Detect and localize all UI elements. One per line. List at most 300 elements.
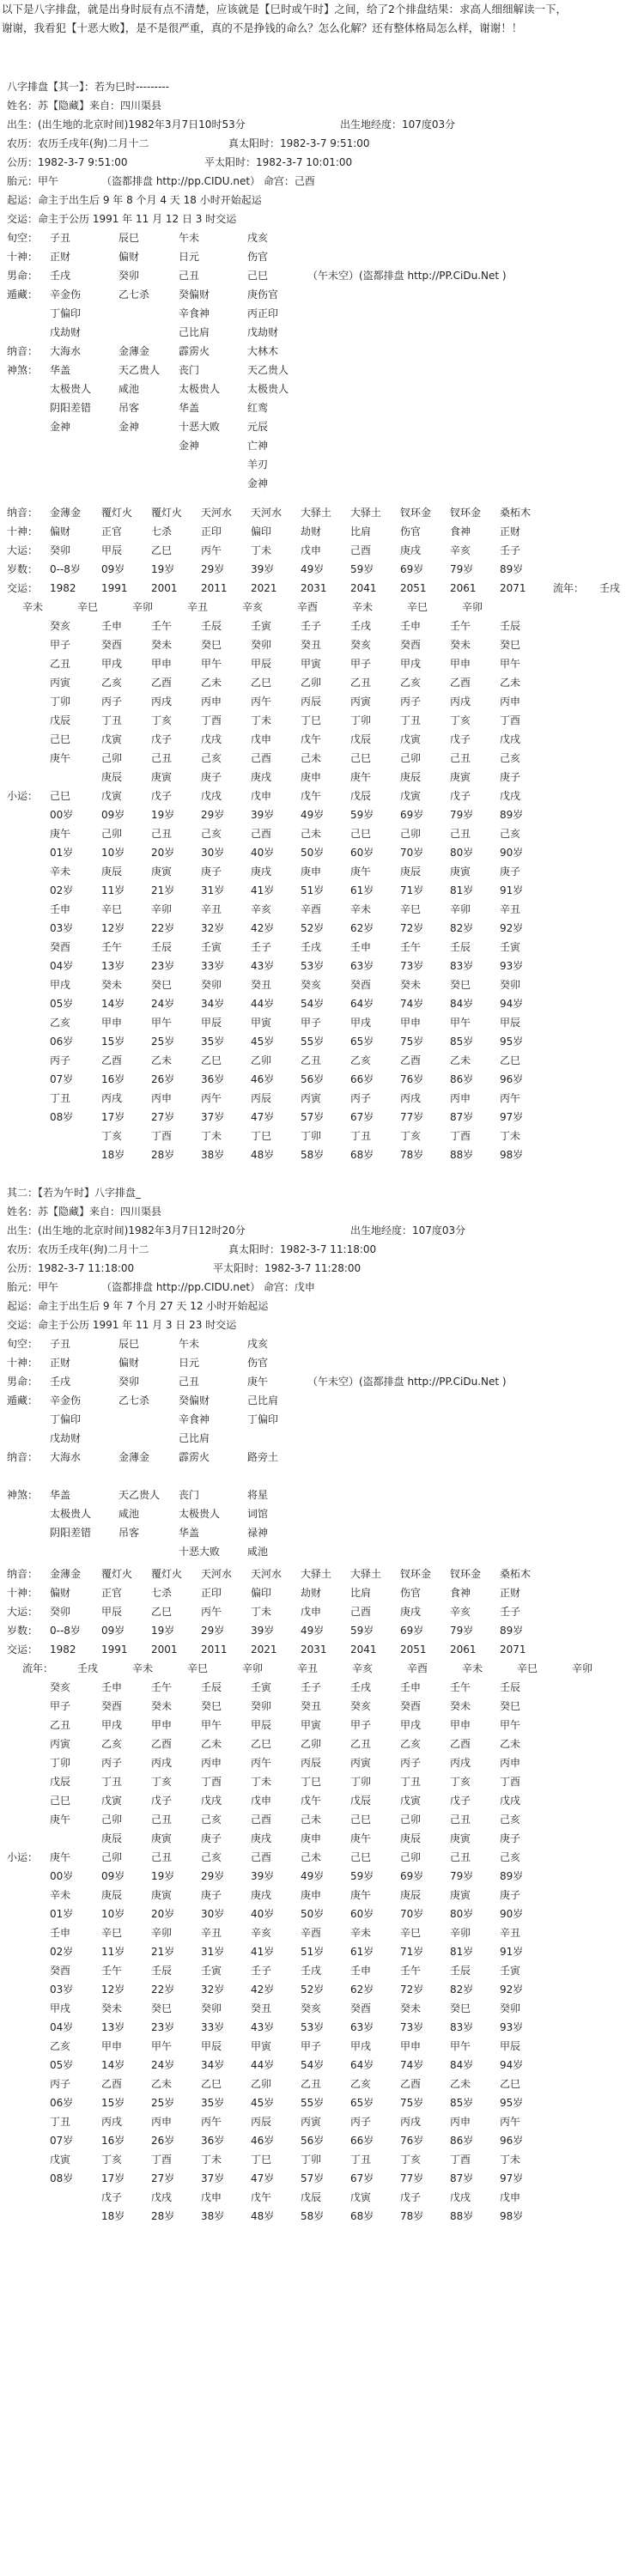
xiaoyun-cell: 庚子 [201,866,222,878]
liunian-row-cell: 乙丑 [50,658,71,670]
liunian-row-cell: 庚寅 [450,771,471,783]
liunian-row-cell: 丙午 [251,1757,272,1769]
liunian-row-cell: 戊戌 [500,1795,521,1807]
pillar-row-cell: 禄神 [247,1527,269,1539]
info-row [7,96,639,115]
xiaoyun-cell: 丁酉 [151,1130,173,1142]
pillar-row-cell: 元辰 [247,421,269,433]
xiaoyun-cell: 辛亥 [251,903,272,915]
xiaoyun-cell: 己卯 [400,828,422,840]
xiaoyun-cell: 34岁 [201,2059,225,2071]
pillar-row-cell: 太极贵人 [247,383,289,395]
intro-text [2,0,641,38]
xiaoyun-cell: 31岁 [201,884,225,896]
liunian-row-cell: 壬寅 [251,1681,272,1693]
xiaoyun-cell: 56岁 [301,2135,325,2147]
liunian-head-cell: 辛丑 [187,601,209,613]
liunian-row-cell: 庚辰 [101,771,123,783]
dayun-row-cell: 2031 [301,582,327,594]
liunian-row-cell: 戊子 [151,1795,173,1807]
liunian-row-cell: 己酉 [251,1814,272,1826]
dayun-row-cell: 丙午 [201,544,222,556]
liunian-row-cell: 壬戌 [350,620,372,632]
pillar-row [7,1448,639,1467]
liunian-row-cell: 戊午 [301,1795,322,1807]
pillar-row-cell: 伤官 [247,251,269,263]
dayun-row-cell: 89岁 [500,1625,524,1637]
xiaoyun-cell: 80岁 [450,1908,474,1920]
xiaoyun-cell: 戊子 [151,790,173,802]
xiaoyun-cell: 庚申 [301,1889,322,1901]
xiaoyun-cell: 癸酉 [50,1965,71,1977]
xiaoyun-cell: 87岁 [450,2172,474,2184]
liunian-row-cell: 甲戌 [101,1719,123,1731]
xiaoyun-cell: 乙巳 [201,1054,222,1066]
xiaoyun-cell: 33岁 [201,2021,225,2033]
liunian-row-cell: 庚戌 [251,1832,272,1844]
liunian-row [7,1772,639,1791]
xiaoyun-cell: 戊寅 [50,2154,71,2166]
dayun-row-cell: 大驿土 [301,1568,332,1580]
info-longitude: 出生地经度：107度03分 [350,1224,466,1236]
liunian-row-cell: 丁巳 [301,1776,322,1788]
liunian-row-cell: 己丑 [151,1814,173,1826]
xiaoyun-cell: 丁未 [500,1130,521,1142]
xiaoyun-row [7,938,639,957]
liunian-head-cell: 流年： [22,1662,54,1674]
xiaoyun-cell: 壬子 [251,1965,272,1977]
chart-one-liunian [7,617,639,787]
xiaoyun-cell: 癸丑 [251,979,272,991]
xiaoyun-cell: 81岁 [450,1946,474,1958]
pillar-row [7,304,639,323]
info-taiyuan: 胎元：甲午 [7,1281,59,1293]
xiaoyun-cell: 68岁 [350,2210,374,2222]
liunian-row-cell: 丙寅 [50,1738,71,1750]
xiaoyun-cell: 庚子 [500,866,521,878]
xiaoyun-cell: 丁未 [201,2154,222,2166]
liunian-row-cell: 戊申 [251,733,272,745]
liunian-row-cell: 甲寅 [301,658,322,670]
pillar-row-cell: 亡神 [247,440,269,452]
xiaoyun-cell: 辛巳 [101,1927,123,1939]
liunian-row-cell: 己卯 [400,1814,422,1826]
xiaoyun-cell: 12岁 [101,1984,125,1996]
pillar-row-cell: 己比肩 [247,1394,279,1406]
xiaoyun-row [7,787,639,805]
xiaoyun-cell: 壬寅 [201,941,222,953]
liunian-row-cell: 丁巳 [301,714,322,726]
pillar-row [7,1485,639,1504]
xiaoyun-cell: 03岁 [50,1984,74,1996]
chart-two-xiaoyun [7,1848,639,2226]
xiaoyun-cell: 94岁 [500,2059,524,2071]
dayun-row-cell: 比肩 [350,526,372,538]
xiaoyun-cell: 己巳 [50,790,71,802]
liunian-row [7,1735,639,1753]
xiaoyun-cell: 22岁 [151,922,175,934]
xiaoyun-row [7,862,639,881]
info-row [7,210,639,228]
xiaoyun-cell: 癸酉 [350,979,372,991]
liunian-row-cell: 丁卯 [350,714,372,726]
xiaoyun-cell: 丙申 [151,2116,173,2128]
xiaoyun-cell: 己丑 [151,1851,173,1863]
pillar-row-cell: 男命： [7,1376,39,1388]
liunian-row-cell: 癸未 [450,639,471,651]
chart-one-xiaoyun [7,787,639,1164]
liunian-row-cell: 乙亥 [400,677,422,689]
pillar-row-cell: 红鸾 [247,402,269,414]
xiaoyun-cell: 32岁 [201,922,225,934]
pillar-row-cell: 金神 [247,477,269,489]
liunian-row-cell: 庚申 [301,771,322,783]
xiaoyun-cell: 甲午 [151,1017,173,1029]
pillar-row-cell: 路旁土 [247,1451,279,1463]
dayun-row [7,522,639,541]
xiaoyun-cell: 己卯 [101,828,123,840]
xiaoyun-cell: 庚戌 [251,866,272,878]
liunian-row-cell: 己亥 [201,1814,222,1826]
dayun-row-cell: 09岁 [101,1625,125,1637]
xiaoyun-cell: 82岁 [450,1984,474,1996]
liunian-row-cell: 乙未 [500,1738,521,1750]
dayun-row-cell: 桑柘木 [500,1568,532,1580]
pillar-row [7,1372,639,1391]
pillar-row-cell: 癸卯 [118,270,140,282]
liunian-row-cell: 己丑 [151,752,173,764]
xiaoyun-cell: 57岁 [301,2172,325,2184]
xiaoyun-cell: 庚子 [500,1889,521,1901]
chart-two-liunian [7,1678,639,1848]
xiaoyun-cell: 戊戌 [201,790,222,802]
xiaoyun-cell: 庚辰 [101,1889,123,1901]
xiaoyun-cell: 98岁 [500,1149,524,1161]
xiaoyun-cell: 83岁 [450,960,474,972]
xiaoyun-cell: 63岁 [350,2021,374,2033]
xiaoyun-cell: 辛未 [50,1889,71,1901]
liunian-row-cell: 癸巳 [201,1700,222,1712]
xiaoyun-cell: 癸巳 [151,2002,173,2014]
xiaoyun-cell: 乙未 [450,1054,471,1066]
dayun-row-cell: 大驿土 [301,507,332,519]
xiaoyun-cell: 壬寅 [201,1965,222,1977]
xiaoyun-cell: 丁亥 [101,1130,123,1142]
dayun-row-cell: 2061 [450,582,477,594]
xiaoyun-cell: 39岁 [251,1870,275,1882]
liunian-row [7,1753,639,1772]
xiaoyun-cell: 壬子 [251,941,272,953]
xiaoyun-cell: 43岁 [251,2021,275,2033]
xiaoyun-cell: 丙子 [50,2078,71,2090]
xiaoyun-cell: 74岁 [400,998,424,1010]
dayun-row-cell: 39岁 [251,1625,275,1637]
pillar-row-cell: 戌亥 [247,232,269,244]
xiaoyun-cell: 54岁 [301,2059,325,2071]
xiaoyun-cell: 癸酉 [50,941,71,953]
info-flat-solar: 平太阳时：1982-3-7 10:01:00 [204,156,353,168]
xiaoyun-cell: 88岁 [450,1149,474,1161]
xiaoyun-cell: 丙午 [201,1092,222,1104]
pillar-row-cell: 阴阳差错 [50,402,92,414]
liunian-row-cell: 丁亥 [151,714,173,726]
dayun-row-cell: 2041 [350,582,377,594]
dayun-row [7,1640,639,1659]
xiaoyun-cell: 77岁 [400,1111,424,1123]
xiaoyun-cell: 壬申 [50,903,71,915]
pillar-row-cell: 咸池 [118,1508,140,1520]
dayun-row-cell: 正官 [101,526,123,538]
liunian-row-cell: 丙辰 [301,1757,322,1769]
dayun-row-cell: 1991 [101,582,128,594]
xiaoyun-cell: 46岁 [251,1073,275,1085]
xiaoyun-cell: 壬午 [101,1965,123,1977]
pillar-row-cell: 辰巳 [118,1338,140,1350]
pillar-row [7,1504,639,1523]
liunian-row [7,1791,639,1810]
xiaoyun-cell: 73岁 [400,960,424,972]
xiaoyun-cell: 44岁 [251,998,275,1010]
info-minggong: （盗都排盘 http://pp.CIDU.net） 命宫：己酉 [101,175,315,187]
pillar-row-cell: 华盖 [50,364,71,376]
pillar-row-cell: 庚午 [247,1376,269,1388]
xiaoyun-cell: 癸卯 [500,2002,521,2014]
liunian-row-cell: 戊申 [251,1795,272,1807]
pillar-row-cell: 午未 [179,1338,200,1350]
pillar-row-cell: 癸偏财 [179,1394,210,1406]
xiaoyun-cell: 戊申 [201,2191,222,2203]
xiaoyun-cell: 93岁 [500,960,524,972]
xiaoyun-cell: 乙丑 [301,2078,322,2090]
xiaoyun-cell: 02岁 [50,884,74,896]
xiaoyun-cell: 22岁 [151,1984,175,1996]
xiaoyun-row [7,1942,639,1961]
pillar-row-cell: 丙正印 [247,307,279,319]
pillar-row-cell: 己比肩 [179,1432,210,1444]
pillar-row-cell: 十神： [7,251,39,263]
xiaoyun-cell: 己丑 [450,1851,471,1863]
xiaoyun-cell: 75岁 [400,2097,424,2109]
pillar-row [7,247,639,266]
liunian-row-cell: 壬辰 [201,620,222,632]
xiaoyun-cell: 44岁 [251,2059,275,2071]
liunian-row-cell: 己亥 [500,1814,521,1826]
liunian-row [7,730,639,749]
pillar-row-cell: 午未 [179,232,200,244]
liunian-row-cell: 丙申 [500,1757,521,1769]
xiaoyun-cell: 54岁 [301,998,325,1010]
liunian-row-cell: 丁丑 [101,1776,123,1788]
pillar-row-cell: 神煞： [7,364,39,376]
dayun-row-cell: 壬戌 [599,582,621,594]
liunian-row-cell: 甲子 [50,1700,71,1712]
dayun-row-cell: 大驿土 [350,507,382,519]
info-jiaoyun: 交运：命主于公历 1991 年 11 月 3 日 23 时交运 [7,1319,237,1331]
dayun-row-cell: 1982 [50,582,76,594]
xiaoyun-cell: 33岁 [201,960,225,972]
dayun-row-cell: 辛亥 [450,1606,471,1618]
xiaoyun-cell: 乙巳 [201,2078,222,2090]
xiaoyun-cell: 08岁 [50,2172,74,2184]
xiaoyun-cell: 68岁 [350,1149,374,1161]
xiaoyun-cell: 76岁 [400,1073,424,1085]
liunian-row-cell: 壬辰 [500,620,521,632]
liunian-row-cell: 己卯 [101,752,123,764]
xiaoyun-cell: 壬申 [50,1927,71,1939]
pillar-row-cell: 壬戌 [50,270,71,282]
xiaoyun-cell: 25岁 [151,2097,175,2109]
liunian-row-cell: 丙寅 [50,677,71,689]
dayun-row-cell: 钗环金 [400,507,432,519]
liunian-row [7,1678,639,1697]
info-gregorian: 公历：1982-3-7 11:18:00 [7,1262,135,1274]
liunian-row-cell: 壬申 [400,1681,422,1693]
liunian-row-cell: 甲子 [350,658,372,670]
pillar-row-cell: 天乙贵人 [247,364,289,376]
dayun-row-cell: 比肩 [350,1587,372,1599]
xiaoyun-cell: 甲辰 [500,1017,521,1029]
xiaoyun-cell: 39岁 [251,809,275,821]
xiaoyun-cell: 丁亥 [101,2154,123,2166]
xiaoyun-row [7,2018,639,2037]
pillar-row-cell: 丁偏印 [50,307,82,319]
xiaoyun-cell: 戊戌 [151,2191,173,2203]
liunian-row-cell: 戊辰 [350,1795,372,1807]
xiaoyun-row [7,1089,639,1108]
dayun-row-cell: 59岁 [350,563,374,575]
liunian-row-cell: 己酉 [251,752,272,764]
dayun-row-cell: 2071 [500,582,526,594]
dayun-row-cell: 89岁 [500,563,524,575]
xiaoyun-cell: 56岁 [301,1073,325,1085]
dayun-row-cell: 正官 [101,1587,123,1599]
xiaoyun-cell: 丁巳 [251,1130,272,1142]
xiaoyun-cell: 丙戌 [101,1092,123,1104]
xiaoyun-cell: 62岁 [350,1984,374,1996]
liunian-head-cell: 辛巳 [187,1662,209,1674]
liunian-row-cell: 己亥 [201,752,222,764]
liunian-row-cell: 癸酉 [101,1700,123,1712]
xiaoyun-cell: 戊寅 [350,2191,372,2203]
dayun-row-cell: 天河水 [201,1568,233,1580]
dayun-row [7,1583,639,1602]
pillar-row-cell: 子丑 [50,1338,71,1350]
xiaoyun-cell: 10岁 [101,1908,125,1920]
liunian-row [7,1697,639,1716]
dayun-row-cell: 己酉 [350,1606,372,1618]
xiaoyun-cell: 97岁 [500,1111,524,1123]
liunian-head-cell: 辛亥 [242,601,264,613]
xiaoyun-cell: 51岁 [301,1946,325,1958]
xiaoyun-cell: 戊子 [400,2191,422,2203]
dayun-row-cell: 19岁 [151,563,175,575]
dayun-row [7,1564,639,1583]
dayun-row-cell: 劫财 [301,526,322,538]
xiaoyun-cell: 戊寅 [101,790,123,802]
dayun-row [7,1621,639,1640]
dayun-row [7,1602,639,1621]
dayun-row-cell: 金薄金 [50,507,82,519]
liunian-row-cell: 丙子 [400,696,422,708]
xiaoyun-row [7,1032,639,1051]
xiaoyun-row [7,1923,639,1942]
liunian-row [7,1716,639,1735]
liunian-row [7,673,639,692]
dayun-row-cell: 79岁 [450,563,474,575]
liunian-row-cell: 己卯 [101,1814,123,1826]
xiaoyun-cell: 戊戌 [500,790,521,802]
pillar-row-cell: 偏财 [118,251,140,263]
dayun-row-cell: 劫财 [301,1587,322,1599]
liunian-row-cell: 乙酉 [151,677,173,689]
xiaoyun-cell: 40岁 [251,847,275,859]
xiaoyun-cell: 壬戌 [301,1965,322,1977]
xiaoyun-cell: 丁卯 [301,2154,322,2166]
xiaoyun-cell: 52岁 [301,922,325,934]
xiaoyun-cell: 92岁 [500,922,524,934]
xiaoyun-cell: 84岁 [450,2059,474,2071]
xiaoyun-cell: 04岁 [50,960,74,972]
xiaoyun-cell: 32岁 [201,1984,225,1996]
liunian-row-cell: 庚子 [201,1832,222,1844]
xiaoyun-cell: 乙卯 [251,2078,272,2090]
xiaoyun-cell: 35岁 [201,2097,225,2109]
xiaoyun-cell: 57岁 [301,1111,325,1123]
pillar-row-cell: 丧门 [179,1489,200,1501]
xiaoyun-cell: 64岁 [350,998,374,1010]
pillar-row-cell: 金薄金 [118,1451,150,1463]
xiaoyun-cell: 甲子 [301,1017,322,1029]
xiaoyun-cell: 甲申 [101,2040,123,2052]
xiaoyun-cell: 丁丑 [50,1092,71,1104]
info-lunar: 农历：农历壬戌年(狗)二月十二 [7,137,149,149]
liunian-row-cell: 丁酉 [201,714,222,726]
pillar-row-cell: 太极贵人 [179,383,221,395]
liunian-row-cell: 庚戌 [251,771,272,783]
dayun-row-cell: 乙巳 [151,1606,173,1618]
pillar-row-cell: 辛食神 [179,1413,210,1425]
liunian-row-cell: 乙巳 [251,1738,272,1750]
xiaoyun-cell: 辛卯 [151,1927,173,1939]
xiaoyun-cell: 乙丑 [301,1054,322,1066]
xiaoyun-cell: 戊子 [450,790,471,802]
info-row [7,1315,639,1334]
pillar-row-cell: 辛金伤 [50,1394,82,1406]
pillar-row-cell: 癸卯 [118,1376,140,1388]
xiaoyun-cell: 37岁 [201,1111,225,1123]
pillar-row-cell: 羊刃 [247,459,269,471]
liunian-row-cell: 戊子 [450,733,471,745]
dayun-row-cell: 钗环金 [450,507,482,519]
pillar-row [7,398,639,417]
xiaoyun-cell: 壬寅 [500,1965,521,1977]
liunian-row-cell: 乙卯 [301,1738,322,1750]
pillar-row-cell: 金神 [179,440,200,452]
pillar-row-cell: 壬戌 [50,1376,71,1388]
liunian-row-cell: 壬午 [450,620,471,632]
liunian-row-cell: 壬辰 [201,1681,222,1693]
pillar-row-cell: 太极贵人 [179,1508,221,1520]
xiaoyun-cell: 27岁 [151,2172,175,2184]
xiaoyun-cell: 63岁 [350,960,374,972]
dayun-row-cell: 七杀 [151,1587,173,1599]
xiaoyun-cell: 庚戌 [251,1889,272,1901]
xiaoyun-cell: 辛丑 [201,903,222,915]
xiaoyun-cell: 16岁 [101,2135,125,2147]
xiaoyun-cell: 丁巳 [251,2154,272,2166]
xiaoyun-cell: 丙辰 [251,1092,272,1104]
xiaoyun-cell: 85岁 [450,2097,474,2109]
